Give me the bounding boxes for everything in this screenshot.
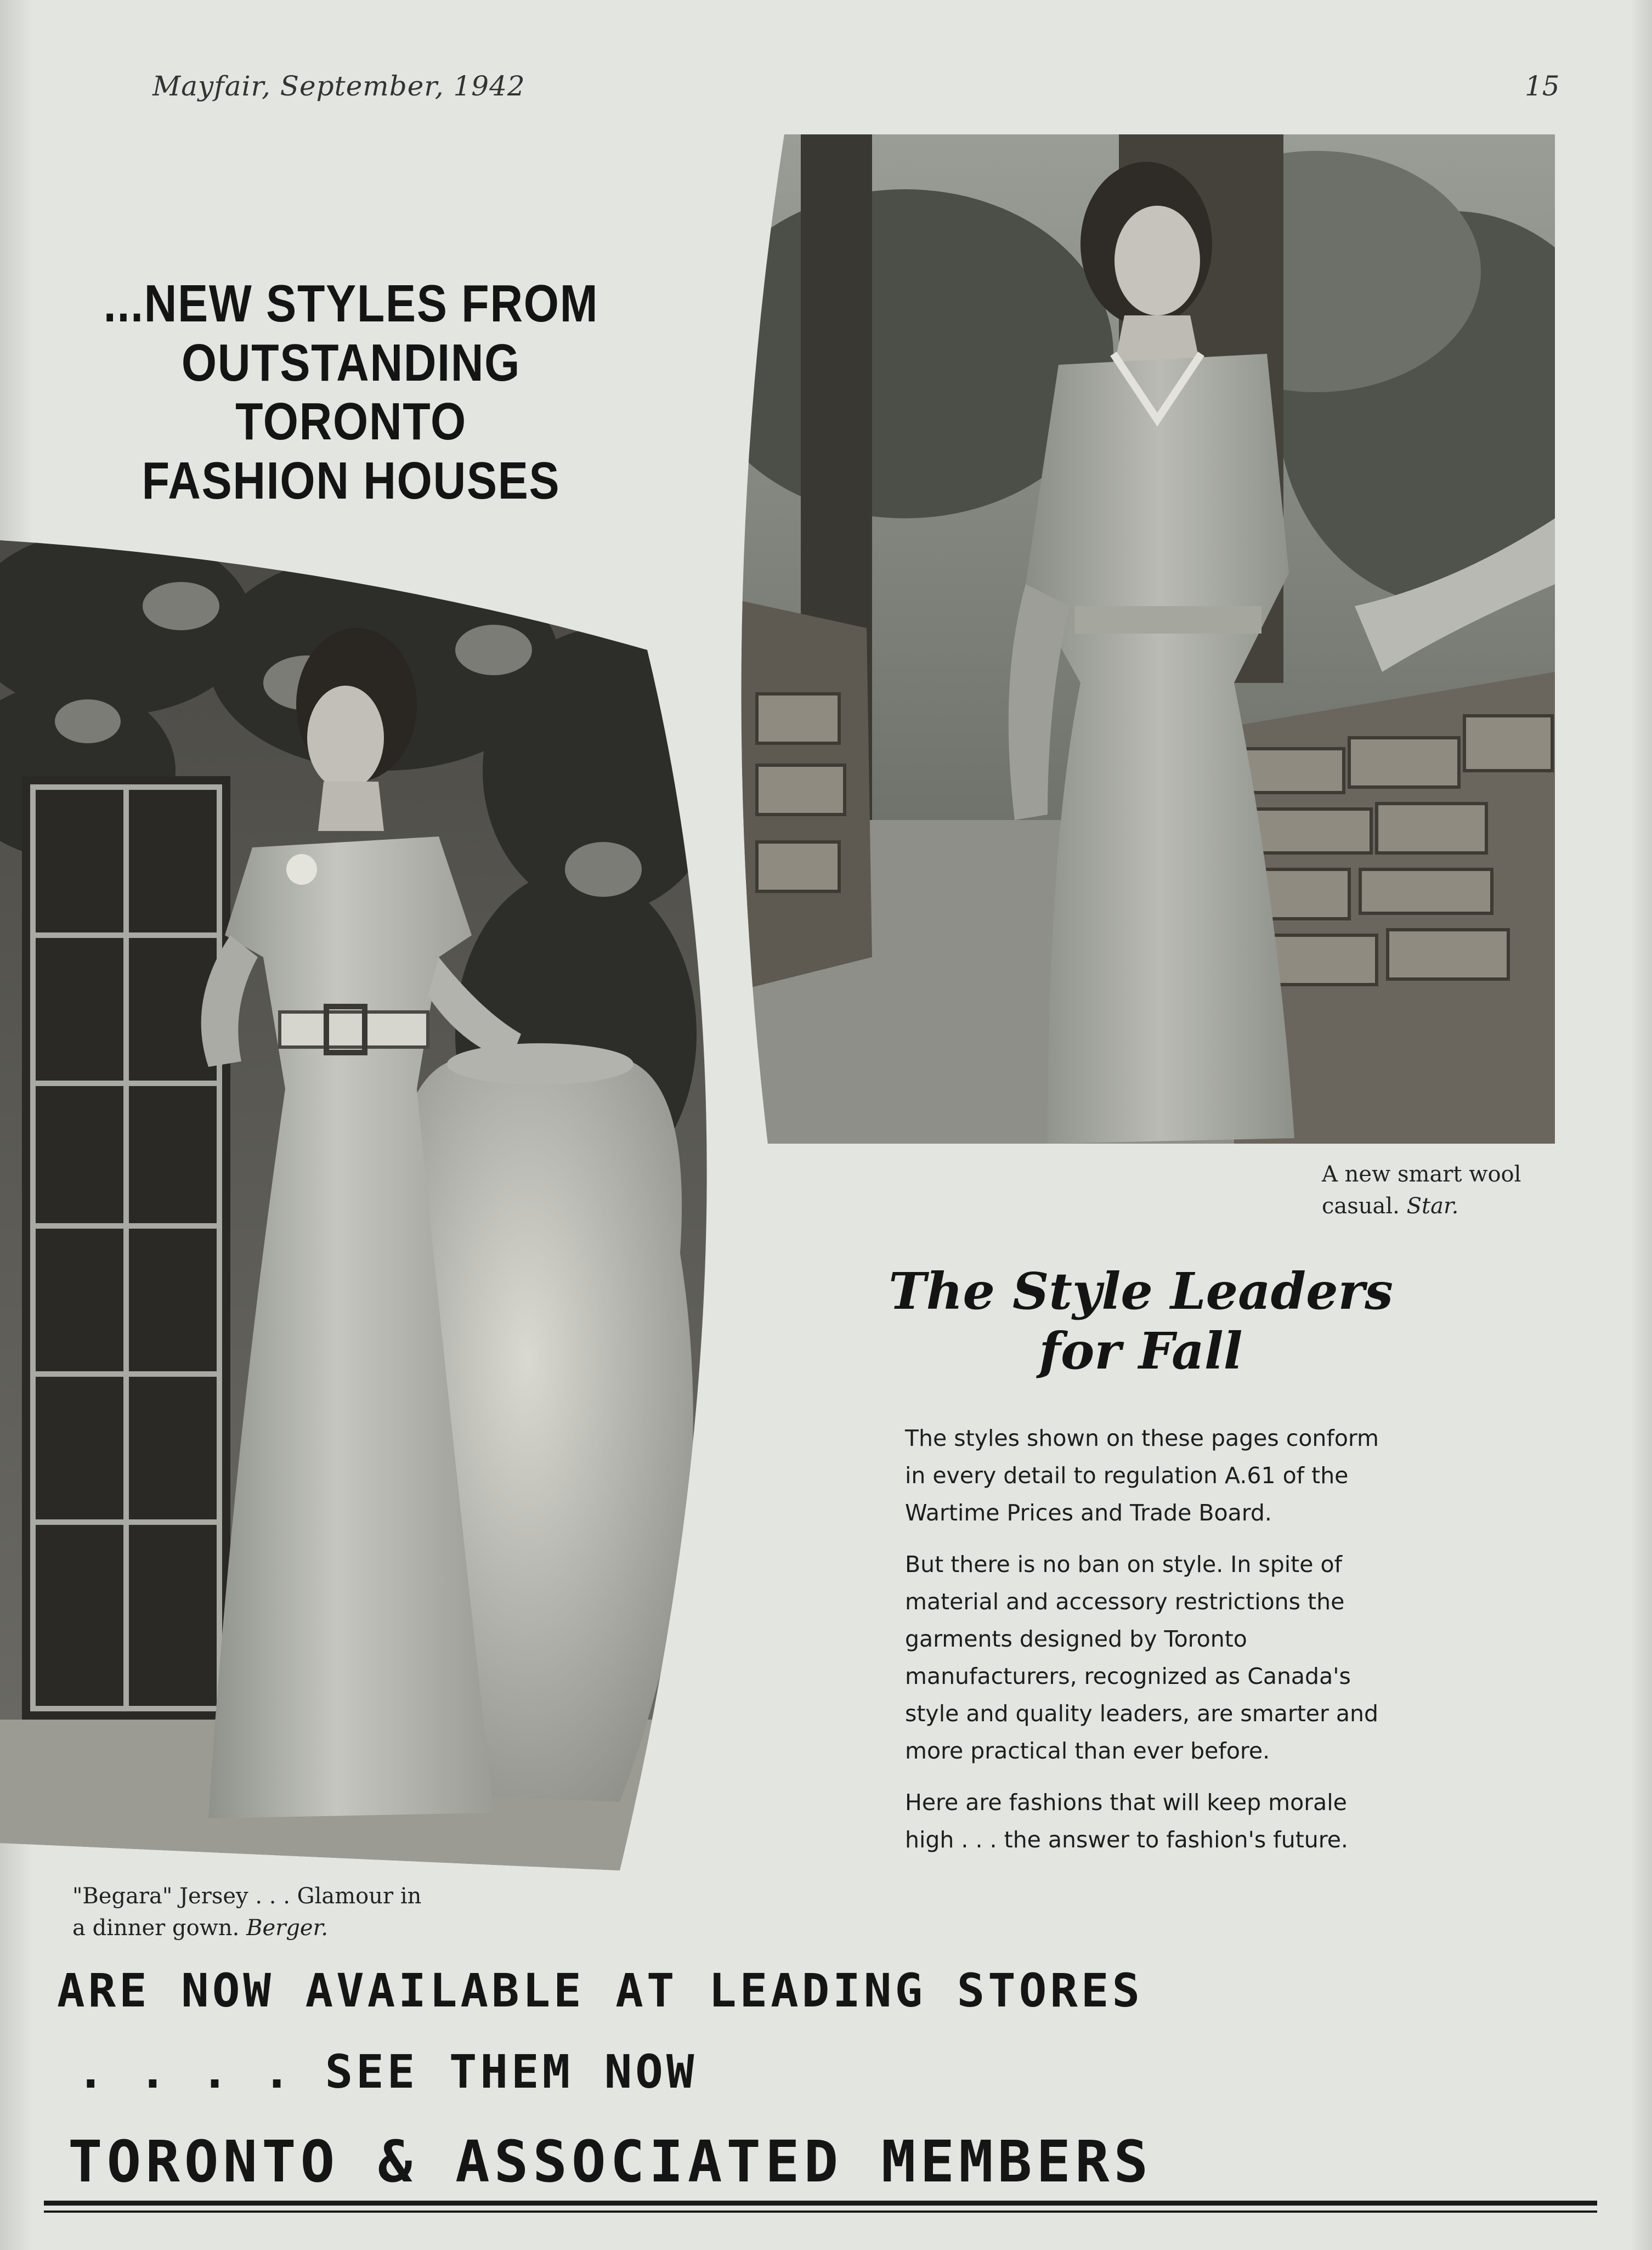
caption-right-line-1: A new smart wool (1322, 1162, 1521, 1187)
feature-title-line-2: for Fall (1039, 1321, 1243, 1381)
feature-title (867, 1262, 1415, 1381)
caption-wool-casual (1322, 1158, 1552, 1222)
caption-left-line-2: a dinner gown. (72, 1915, 240, 1941)
banner-available: ARE NOW AVAILABLE AT LEADING STORES (57, 1964, 1144, 2017)
photo-wool-casual (740, 134, 1555, 1144)
caption-right-line-2: casual. (1322, 1194, 1400, 1219)
headline (97, 274, 606, 510)
caption-left-line-1: "Begara" Jersey . . . Glamour in (72, 1884, 422, 1909)
edge-shadow (1630, 0, 1652, 2250)
feature-body (905, 1420, 1388, 1873)
banner-see-now: . . . . SEE THEM NOW (77, 2045, 698, 2099)
feature-paragraph-3: Here are fashions that will keep morale high . . . the answer to fashion's future. (905, 1789, 1348, 1853)
banner-members: TORONTO & ASSOCIATED MEMBERS (68, 2128, 1153, 2195)
caption-left-maker: Berger. (246, 1915, 329, 1941)
headline-line-3: FASHION HOUSES (142, 451, 561, 510)
feature-paragraph-2: But there is no ban on style. In spite of material and accessory restrictions the garments designed by Toronto manufacturers, recognized as Canada's style and quality leaders, are smarter and more practical than ever before. (905, 1551, 1379, 1765)
footer-rule-thick (44, 2201, 1597, 2206)
running-head: Mayfair, September, 1942 (152, 70, 525, 102)
headline-line-2: OUTSTANDING TORONTO (181, 333, 521, 451)
caption-right-maker: Star. (1406, 1194, 1459, 1219)
page-number: 15 (1525, 70, 1560, 102)
feature-paragraph-1: The styles shown on these pages conform in every detail to regulation A.61 of the Wartime Prices and Trade Board. (905, 1425, 1379, 1527)
feature-title-line-1: The Style Leaders (889, 1262, 1393, 1321)
headline-line-1: ...NEW STYLES FROM (103, 274, 599, 333)
footer-rule-thin (44, 2211, 1597, 2213)
caption-dinner-gown (72, 1880, 456, 1944)
photo-dinner-gown (0, 540, 729, 1870)
